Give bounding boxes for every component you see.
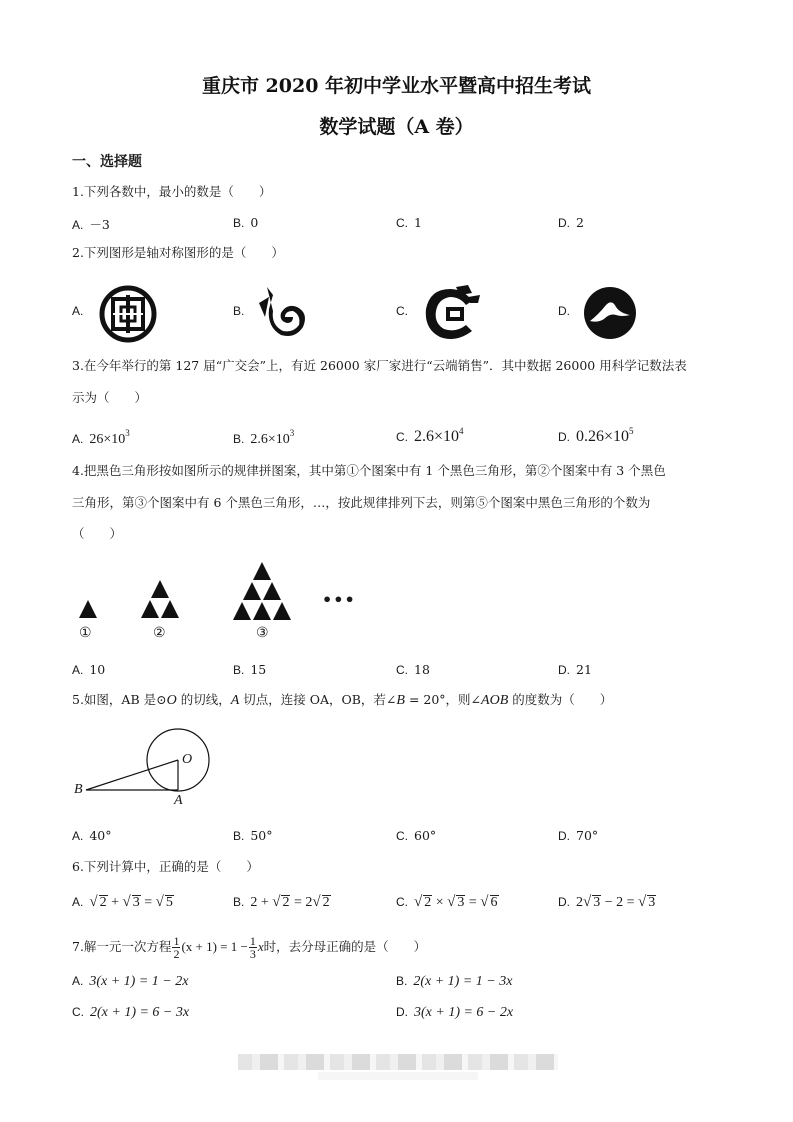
equals: = 2 <box>290 895 313 910</box>
equals: = <box>140 895 156 910</box>
question-6-stem: 6.下列计算中，正确的是（ ） <box>72 859 259 874</box>
question-6-option-c <box>396 894 499 911</box>
option-text: 2 <box>576 215 584 230</box>
option-math <box>250 428 295 447</box>
radical-sign: √ <box>583 894 592 910</box>
option-label: C. <box>396 895 408 909</box>
option-math <box>576 428 634 445</box>
option-text: 21 <box>576 662 592 677</box>
option-math <box>414 428 464 445</box>
option-label: A. <box>72 432 84 446</box>
question-1-stem: 1.下列各数中，最小的数是（ ） <box>72 184 272 199</box>
option-text: 1 <box>414 215 422 230</box>
option-text: 50° <box>250 828 273 843</box>
option-label: B. <box>233 829 245 843</box>
fraction-third <box>249 935 257 960</box>
question-6-option-a <box>72 894 174 911</box>
question-5-option-c <box>396 828 436 843</box>
blurred-footer-watermark-2 <box>318 1072 478 1080</box>
operator: × <box>432 895 448 910</box>
question-1-option-d <box>558 215 584 230</box>
radicand: 2 <box>424 895 432 910</box>
segment-ob <box>86 760 178 790</box>
radical-sign: √ <box>155 894 164 910</box>
radical-sign: √ <box>414 894 423 910</box>
radical-sign: √ <box>638 894 647 910</box>
question-5-option-d <box>558 828 598 843</box>
blurred-footer-watermark <box>238 1054 558 1070</box>
question-4-option-a <box>72 662 105 677</box>
section-heading: 一、选择题 <box>72 154 142 170</box>
pattern-label-1: ① <box>79 625 92 641</box>
radicand: 5 <box>165 895 173 910</box>
option-text: 10 <box>89 662 106 677</box>
pattern-3-triangle <box>233 602 251 620</box>
pattern-1-triangle <box>79 600 97 618</box>
question-4-stem-line-2: 三角形，第③个图案中有 6 个黑色三角形，…，按此规律排列下去，则第⑤个图案中黑色三角形的个数为 <box>72 495 651 510</box>
radicand: 3 <box>132 895 140 910</box>
pattern-2-triangle <box>161 600 179 618</box>
times-ten: ×10 <box>604 428 630 445</box>
question-4-option-b <box>233 662 266 677</box>
mantissa: 26 <box>89 432 104 447</box>
option-text: 18 <box>414 662 430 677</box>
option-label: B. <box>233 216 245 230</box>
point-o-label: O <box>182 752 193 767</box>
option-label: D. <box>558 663 570 677</box>
option-text: 60° <box>414 828 437 843</box>
radical-sign: √ <box>312 894 321 910</box>
point-b-label: B <box>74 782 83 797</box>
option-text: 0 <box>250 215 259 230</box>
stem-part: = 20°，则∠ <box>404 692 482 707</box>
point-a-label: A <box>174 793 183 808</box>
stem-var: x <box>257 939 264 954</box>
question-2-stem: 2.下列图形是轴对称图形的是（ ） <box>72 245 284 260</box>
radicand: 3 <box>457 895 465 910</box>
stem-var: O <box>166 693 177 708</box>
radical-sign: √ <box>447 894 456 910</box>
radicand: 3 <box>593 895 601 910</box>
mantissa: 2.6 <box>250 432 268 447</box>
pattern-2-triangle <box>141 600 159 618</box>
question-7-stem <box>72 932 426 962</box>
pattern-3-triangle <box>243 582 261 600</box>
times-ten: ×10 <box>267 432 290 447</box>
option-math <box>576 895 656 910</box>
question-4-option-d <box>558 662 592 677</box>
pattern-3-triangle <box>273 602 291 620</box>
radical-sign: √ <box>480 894 489 910</box>
option-label: B. <box>233 895 245 909</box>
option-label: C. <box>396 829 408 843</box>
option-label: C. <box>72 1005 84 1019</box>
question-3-option-a <box>72 428 130 448</box>
mantissa: 2.6 <box>414 428 434 445</box>
prefix: 2 <box>576 895 583 910</box>
tangent-circle-figure <box>70 724 240 814</box>
radicand: 3 <box>648 895 656 910</box>
option-math: 3(x + 1) = 1 − 2x <box>89 974 189 989</box>
fraction-half <box>172 935 180 960</box>
radicand: 6 <box>490 895 498 910</box>
question-5-stem <box>72 692 612 709</box>
question-2-option-c <box>396 303 414 318</box>
question-7-option-c <box>72 1004 189 1021</box>
question-1-option-b <box>233 215 258 230</box>
numerator: 1 <box>249 934 256 948</box>
radical-sign: √ <box>272 894 281 910</box>
option-text: －3 <box>89 217 110 232</box>
times-ten: ×10 <box>434 428 460 445</box>
radicand: 2 <box>99 895 107 910</box>
c-shape-logo-icon <box>420 285 482 341</box>
option-label: B. <box>396 974 408 988</box>
option-label: A. <box>72 218 84 232</box>
question-7-option-a <box>72 973 188 990</box>
question-5-option-a <box>72 828 112 843</box>
stem-part: 时，去分母正确的是（ ） <box>263 939 427 954</box>
option-label: C. <box>396 216 408 230</box>
question-3-option-b <box>233 428 294 448</box>
option-label: D. <box>558 304 570 318</box>
question-6-option-b <box>233 894 331 911</box>
option-label: D. <box>558 216 570 230</box>
option-math <box>89 895 174 910</box>
question-7-option-b <box>396 973 512 990</box>
question-2-option-a <box>72 303 89 318</box>
denominator: 2 <box>173 947 180 961</box>
radicand: 2 <box>322 895 330 910</box>
option-label: A. <box>72 895 84 909</box>
stem-part: 7.解一元一次方程 <box>72 939 172 954</box>
exponent: 4 <box>459 426 464 436</box>
question-1-option-c <box>396 215 422 230</box>
exponent: 3 <box>289 428 295 438</box>
stem-part: 5.如图，AB 是⊙ <box>72 692 167 707</box>
option-math: 3(x + 1) = 6 − 2x <box>414 1005 514 1020</box>
stem-var: A <box>230 693 240 708</box>
exponent: 5 <box>629 426 634 436</box>
middle: − 2 = <box>601 895 639 910</box>
pattern-label-3: ③ <box>256 625 269 641</box>
option-text: 40° <box>89 828 112 843</box>
option-label: C. <box>396 304 408 318</box>
pattern-3-triangle <box>263 582 281 600</box>
question-3-stem-line-2: 示为（ ） <box>72 390 148 405</box>
option-math: 2(x + 1) = 1 − 3x <box>413 974 513 989</box>
option-label: C. <box>396 663 408 677</box>
question-4-stem-line-1: 4.把黑色三角形按如图所示的规律拼图案，其中第①个图案中有 1 个黑色三角形，第②个图案中有 3 个黑色 <box>72 463 666 478</box>
option-math <box>414 895 499 910</box>
swirl-logo-icon <box>255 283 311 341</box>
option-label: B. <box>233 432 245 446</box>
stem-part: 的切线， <box>176 692 231 707</box>
question-7-option-d <box>396 1004 513 1021</box>
question-2-option-b <box>233 303 250 318</box>
stem-math: (x + 1) = 1 − <box>181 939 248 954</box>
pattern-3-triangle <box>253 562 271 580</box>
equals: = <box>465 895 481 910</box>
radicand: 2 <box>282 895 290 910</box>
option-math <box>89 428 130 447</box>
option-label: A. <box>72 304 84 318</box>
option-text: 70° <box>576 828 599 843</box>
pattern-2-triangle <box>151 580 169 598</box>
option-label: C. <box>396 430 408 444</box>
option-label: D. <box>558 430 570 444</box>
pattern-ellipsis: ••• <box>322 590 356 609</box>
question-4-option-c <box>396 662 430 677</box>
option-math: 2(x + 1) = 6 − 3x <box>90 1005 190 1020</box>
option-label: A. <box>72 829 84 843</box>
question-5-option-b <box>233 828 273 843</box>
option-label: B. <box>233 663 245 677</box>
prefix: 2 + <box>250 895 273 910</box>
stem-var: AOB <box>481 693 509 708</box>
option-label: A. <box>72 663 84 677</box>
option-text: 15 <box>250 662 267 677</box>
question-4-stem-line-3: （ ） <box>72 526 123 541</box>
option-label: B. <box>233 304 245 318</box>
stem-part: 切点，连接 OA，OB，若∠ <box>239 692 397 707</box>
pattern-label-2: ② <box>153 625 166 641</box>
option-math <box>250 895 330 910</box>
mountain-logo-icon <box>582 285 638 341</box>
numerator: 1 <box>173 934 180 948</box>
question-1-option-a <box>72 215 110 233</box>
question-3-stem-line-1: 3.在今年举行的第 127 届“广交会”上，有近 26000 家厂家进行“云端销售”．其中数据 26000 用科学记数法表 <box>72 358 687 373</box>
times-ten: ×10 <box>103 432 126 447</box>
question-2-option-d <box>558 303 576 318</box>
option-label: D. <box>558 829 570 843</box>
exponent: 3 <box>125 428 130 438</box>
option-label: D. <box>396 1005 408 1019</box>
question-3-option-d <box>558 426 634 446</box>
radical-sign: √ <box>89 894 98 910</box>
denominator: 3 <box>249 947 256 961</box>
question-6-option-d <box>558 894 656 911</box>
radical-sign: √ <box>122 894 131 910</box>
stem-var: B <box>396 693 405 708</box>
coin-logo-icon <box>99 285 157 343</box>
mantissa: 0.26 <box>576 428 604 445</box>
question-3-option-c <box>396 426 464 446</box>
pattern-3-triangle <box>253 602 271 620</box>
option-label: A. <box>72 974 84 988</box>
operator: + <box>107 895 123 910</box>
option-label: D. <box>558 895 570 909</box>
page-title: 重庆市 2020 年初中学业水平暨高中招生考试 <box>201 75 592 97</box>
stem-part: 的度数为（ ） <box>508 692 613 707</box>
page-subtitle: 数学试题（A 卷） <box>319 116 474 138</box>
